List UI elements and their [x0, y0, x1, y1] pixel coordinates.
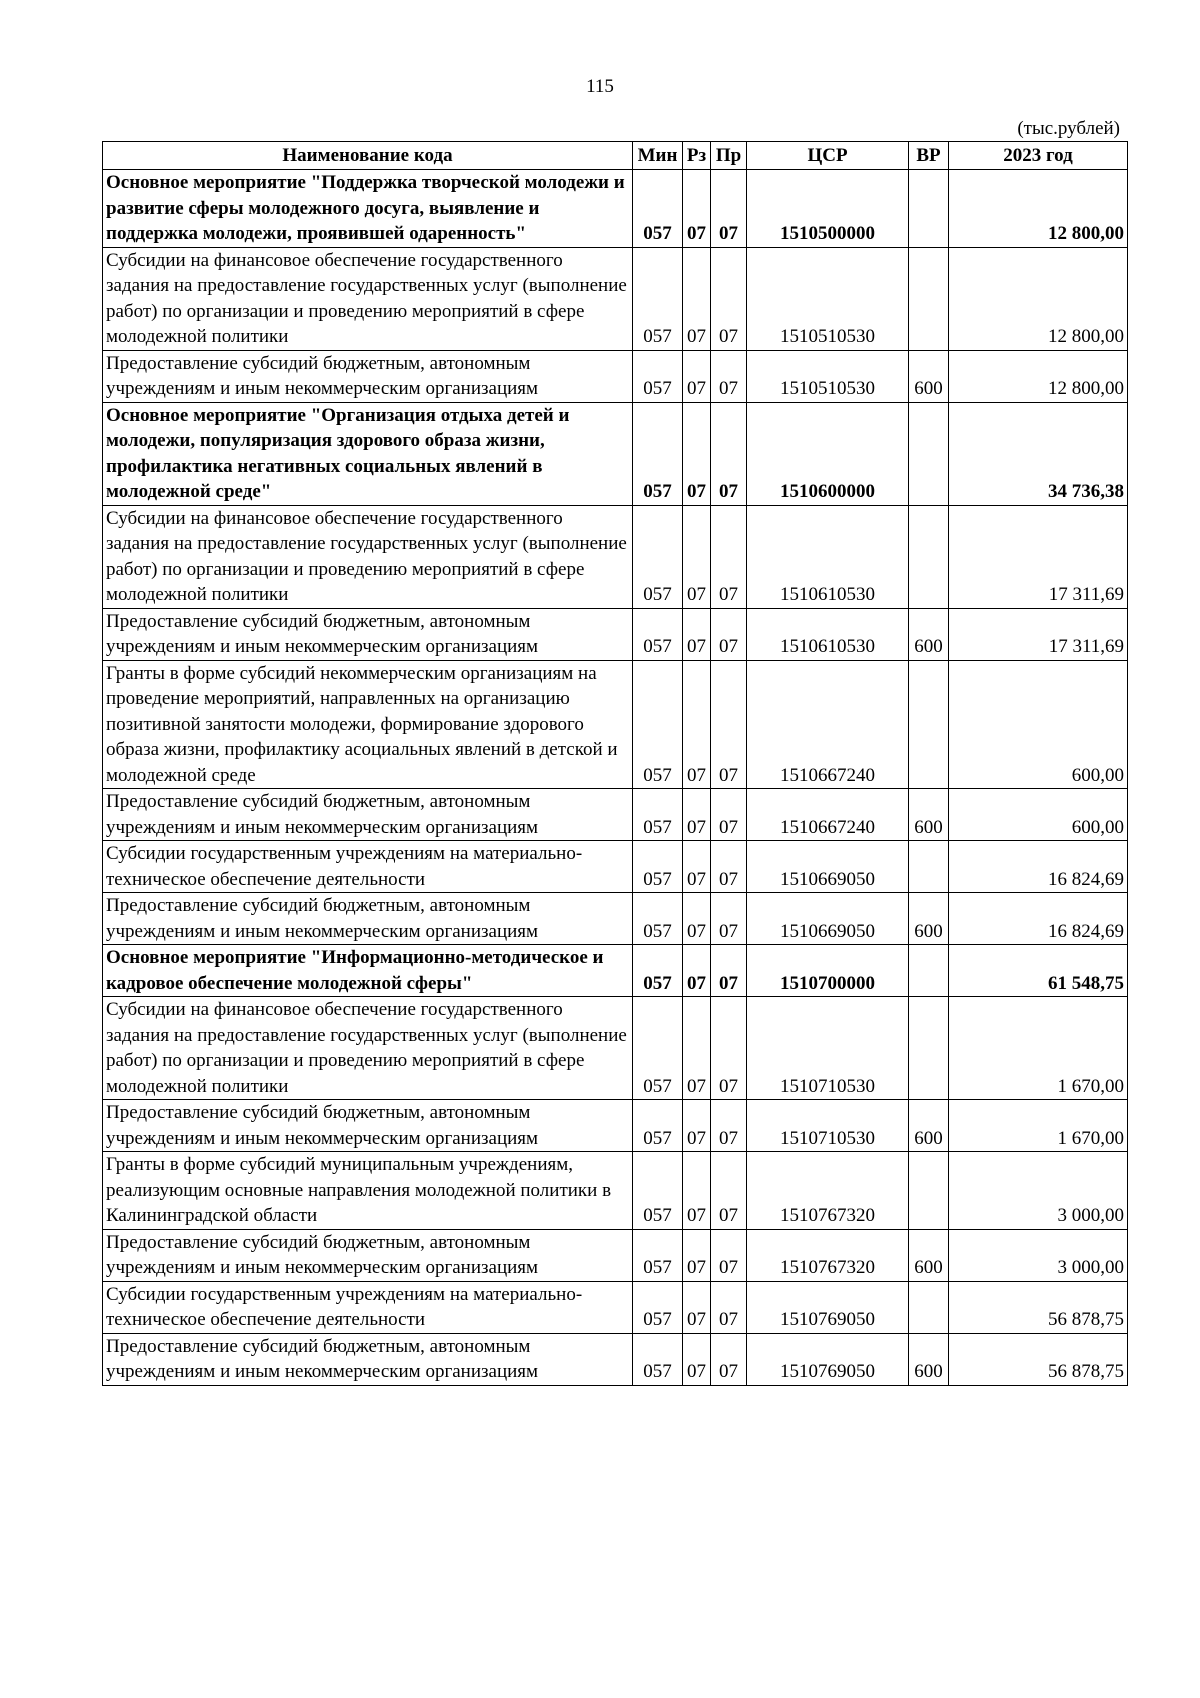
cell-sum: 1 670,00: [949, 1100, 1128, 1152]
cell-vr: [909, 841, 949, 893]
cell-sum: 12 800,00: [949, 170, 1128, 248]
cell-pr: 07: [711, 893, 747, 945]
cell-rz: 07: [683, 505, 711, 608]
cell-name: Гранты в форме субсидий муниципальным учреждениям, реализующим основные направления молодежной политики в Калининградской области: [103, 1152, 633, 1230]
cell-csr: 1510669050: [747, 841, 909, 893]
cell-rz: 07: [683, 1100, 711, 1152]
cell-pr: 07: [711, 350, 747, 402]
header-vr: ВР: [909, 142, 949, 170]
cell-sum: 17 311,69: [949, 505, 1128, 608]
cell-sum: 12 800,00: [949, 350, 1128, 402]
cell-name: Основное мероприятие "Организация отдыха детей и молодежи, популяризация здорового образа жизни, профилактика негативных социальных явлений в молодежной среде": [103, 402, 633, 505]
cell-name: Предоставление субсидий бюджетным, автономным учреждениям и иным некоммерческим организациям: [103, 350, 633, 402]
cell-min: 057: [633, 1229, 683, 1281]
table-row: [103, 170, 1128, 248]
cell-rz: 07: [683, 893, 711, 945]
cell-csr: 1510669050: [747, 893, 909, 945]
cell-csr: 1510767320: [747, 1152, 909, 1230]
cell-csr: 1510710530: [747, 997, 909, 1100]
table-row: [103, 1152, 1128, 1230]
cell-pr: 07: [711, 1333, 747, 1385]
table-row: [103, 350, 1128, 402]
cell-rz: 07: [683, 1229, 711, 1281]
cell-name: Предоставление субсидий бюджетным, автономным учреждениям и иным некоммерческим организациям: [103, 789, 633, 841]
cell-csr: 1510667240: [747, 660, 909, 789]
cell-min: 057: [633, 893, 683, 945]
cell-csr: 1510610530: [747, 505, 909, 608]
cell-sum: 600,00: [949, 789, 1128, 841]
table-row: [103, 247, 1128, 350]
table-row: [103, 789, 1128, 841]
cell-pr: 07: [711, 789, 747, 841]
cell-sum: 56 878,75: [949, 1333, 1128, 1385]
page-number: 115: [586, 76, 614, 97]
cell-pr: 07: [711, 660, 747, 789]
cell-rz: 07: [683, 1152, 711, 1230]
cell-csr: 1510710530: [747, 1100, 909, 1152]
cell-csr: 1510610530: [747, 608, 909, 660]
cell-vr: [909, 997, 949, 1100]
cell-min: 057: [633, 841, 683, 893]
cell-name: Предоставление субсидий бюджетным, автономным учреждениям и иным некоммерческим организациям: [103, 608, 633, 660]
cell-csr: 1510510530: [747, 350, 909, 402]
cell-pr: 07: [711, 505, 747, 608]
header-year: 2023 год: [949, 142, 1128, 170]
cell-name: Предоставление субсидий бюджетным, автономным учреждениям и иным некоммерческим организациям: [103, 893, 633, 945]
table-row: [103, 997, 1128, 1100]
table-row: [103, 893, 1128, 945]
units-label: (тыс.рублей): [1017, 118, 1120, 139]
cell-name: Субсидии государственным учреждениям на материально-техническое обеспечение деятельности: [103, 841, 633, 893]
cell-rz: 07: [683, 1281, 711, 1333]
header-pr: Пр: [711, 142, 747, 170]
cell-vr: 600: [909, 608, 949, 660]
cell-vr: 600: [909, 789, 949, 841]
cell-pr: 07: [711, 402, 747, 505]
cell-vr: [909, 170, 949, 248]
cell-name: Предоставление субсидий бюджетным, автономным учреждениям и иным некоммерческим организациям: [103, 1100, 633, 1152]
table-row: [103, 1281, 1128, 1333]
table-row: [103, 841, 1128, 893]
budget-table: [102, 141, 1128, 1386]
cell-vr: 600: [909, 1100, 949, 1152]
cell-vr: [909, 1152, 949, 1230]
cell-pr: 07: [711, 997, 747, 1100]
table-row: [103, 1100, 1128, 1152]
cell-vr: 600: [909, 350, 949, 402]
header-csr: ЦСР: [747, 142, 909, 170]
cell-min: 057: [633, 1281, 683, 1333]
cell-vr: 600: [909, 1333, 949, 1385]
cell-rz: 07: [683, 1333, 711, 1385]
cell-sum: 56 878,75: [949, 1281, 1128, 1333]
cell-pr: 07: [711, 945, 747, 997]
cell-rz: 07: [683, 997, 711, 1100]
cell-name: Субсидии государственным учреждениям на материально-техническое обеспечение деятельности: [103, 1281, 633, 1333]
table-row: [103, 1333, 1128, 1385]
cell-name: Основное мероприятие "Поддержка творческой молодежи и развитие сферы молодежного досуга, выявление и поддержка молодежи, проявившей одаренность": [103, 170, 633, 248]
cell-min: 057: [633, 402, 683, 505]
cell-rz: 07: [683, 841, 711, 893]
cell-vr: 600: [909, 1229, 949, 1281]
cell-csr: 1510667240: [747, 789, 909, 841]
cell-vr: [909, 660, 949, 789]
cell-min: 057: [633, 170, 683, 248]
cell-sum: 3 000,00: [949, 1229, 1128, 1281]
cell-name: Субсидии на финансовое обеспечение государственного задания на предоставление государственных услуг (выполнение работ) по организации и проведению мероприятий в сфере молодежной политики: [103, 247, 633, 350]
cell-csr: 1510769050: [747, 1333, 909, 1385]
cell-rz: 07: [683, 789, 711, 841]
cell-name: Основное мероприятие "Информационно-методическое и кадровое обеспечение молодежной сферы": [103, 945, 633, 997]
table-row: [103, 1229, 1128, 1281]
cell-sum: 17 311,69: [949, 608, 1128, 660]
cell-min: 057: [633, 1100, 683, 1152]
cell-min: 057: [633, 247, 683, 350]
table-row: [103, 660, 1128, 789]
header-rz: Рз: [683, 142, 711, 170]
cell-sum: 1 670,00: [949, 997, 1128, 1100]
cell-min: 057: [633, 1152, 683, 1230]
cell-rz: 07: [683, 945, 711, 997]
cell-rz: 07: [683, 608, 711, 660]
cell-min: 057: [633, 997, 683, 1100]
cell-csr: 1510769050: [747, 1281, 909, 1333]
cell-pr: 07: [711, 1100, 747, 1152]
cell-name: Предоставление субсидий бюджетным, автономным учреждениям и иным некоммерческим организациям: [103, 1229, 633, 1281]
table-row: [103, 945, 1128, 997]
cell-pr: 07: [711, 170, 747, 248]
table-row: [103, 505, 1128, 608]
cell-min: 057: [633, 608, 683, 660]
cell-rz: 07: [683, 247, 711, 350]
cell-sum: 600,00: [949, 660, 1128, 789]
cell-csr: 1510500000: [747, 170, 909, 248]
cell-vr: [909, 945, 949, 997]
table-row: [103, 402, 1128, 505]
cell-sum: 61 548,75: [949, 945, 1128, 997]
table-body: [103, 170, 1128, 1386]
cell-vr: [909, 402, 949, 505]
cell-rz: 07: [683, 350, 711, 402]
cell-vr: [909, 1281, 949, 1333]
cell-min: 057: [633, 789, 683, 841]
cell-sum: 12 800,00: [949, 247, 1128, 350]
cell-vr: [909, 505, 949, 608]
cell-csr: 1510767320: [747, 1229, 909, 1281]
cell-sum: 16 824,69: [949, 841, 1128, 893]
cell-sum: 34 736,38: [949, 402, 1128, 505]
cell-min: 057: [633, 350, 683, 402]
cell-pr: 07: [711, 608, 747, 660]
cell-vr: [909, 247, 949, 350]
cell-rz: 07: [683, 402, 711, 505]
cell-name: Субсидии на финансовое обеспечение государственного задания на предоставление государственных услуг (выполнение работ) по организации и проведению мероприятий в сфере молодежной политики: [103, 997, 633, 1100]
cell-sum: 3 000,00: [949, 1152, 1128, 1230]
cell-pr: 07: [711, 1281, 747, 1333]
cell-pr: 07: [711, 247, 747, 350]
cell-sum: 16 824,69: [949, 893, 1128, 945]
cell-min: 057: [633, 945, 683, 997]
cell-pr: 07: [711, 1152, 747, 1230]
cell-csr: 1510600000: [747, 402, 909, 505]
cell-rz: 07: [683, 660, 711, 789]
cell-name: Субсидии на финансовое обеспечение государственного задания на предоставление государственных услуг (выполнение работ) по организации и проведению мероприятий в сфере молодежной политики: [103, 505, 633, 608]
table-row: [103, 608, 1128, 660]
cell-min: 057: [633, 505, 683, 608]
cell-csr: 1510510530: [747, 247, 909, 350]
cell-name: Предоставление субсидий бюджетным, автономным учреждениям и иным некоммерческим организациям: [103, 1333, 633, 1385]
cell-rz: 07: [683, 170, 711, 248]
header-name: Наименование кода: [103, 142, 633, 170]
cell-pr: 07: [711, 1229, 747, 1281]
cell-csr: 1510700000: [747, 945, 909, 997]
cell-min: 057: [633, 1333, 683, 1385]
cell-pr: 07: [711, 841, 747, 893]
header-min: Мин: [633, 142, 683, 170]
cell-vr: 600: [909, 893, 949, 945]
table-header-row: [103, 142, 1128, 170]
cell-name: Гранты в форме субсидий некоммерческим организациям на проведение мероприятий, направленных на организацию позитивной занятости молодежи, формирование здорового образа жизни, профилактику асоциальных явлений в детской и молодежной среде: [103, 660, 633, 789]
cell-min: 057: [633, 660, 683, 789]
